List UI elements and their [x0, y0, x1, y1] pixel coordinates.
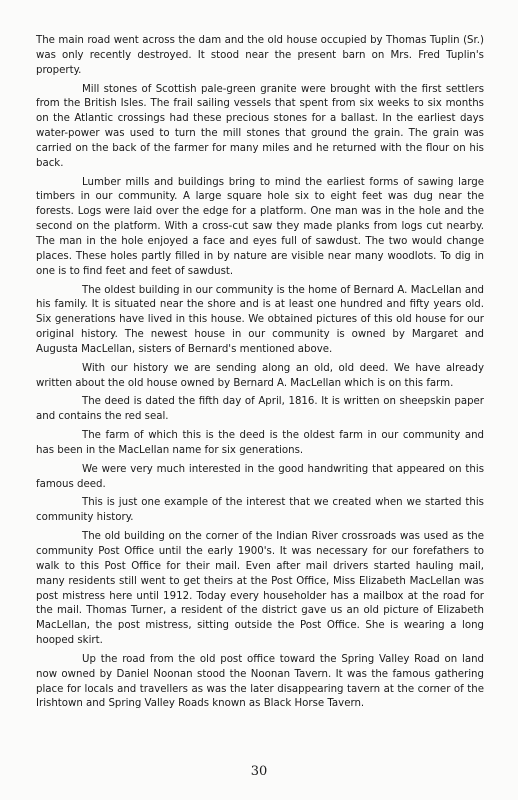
paragraph-oldest-farm: The farm of which this is the deed is the oldest farm in our community and has been in the MacLellan name for six generations.: [36, 430, 484, 456]
page-body-text: [36, 34, 484, 716]
paragraph-mill-stones: Mill stones of Scottish pale-green granite were brought with the first settlers from the British Isles. The frail sailing vessels that spent from six weeks to six months on the Atlantic crossings had these precious stones for a ballast. In the earliest days water-power was used to turn the mill stones that ground the grain. The grain was carried on the back of the farmer for many miles and he returned with the flour on his back.: [36, 83, 484, 169]
paragraph-handwriting: We were very much interested in the good handwriting that appeared on this famous deed.: [36, 463, 484, 490]
paragraph-lumber-mills: Lumber mills and buildings bring to mind the earliest forms of sawing large timbers in our community. A large square hole six to eight feet was dug near the forests. Logs were laid over the edge for a platform. One man was in the hole and the second on the platform. With a cross-cut saw they made planks from logs cut nearby. The man in the hole enjoyed a face and eyes full of sawdust. The two would change places. These holes partly filled in by nature are visible near many woodlots. To dig in one is to find feet and feet of sawdust.: [36, 176, 484, 277]
paragraph-deed-date: The deed is dated the fifth day of April, 1816. It is written on sheepskin paper and contains the red seal.: [36, 396, 484, 423]
paragraph-interest: This is just one example of the interest that we created when we started this community history.: [36, 497, 484, 524]
page-number: 30: [250, 764, 268, 779]
paragraph-post-office: The old building on the corner of the Indian River crossroads was used as the community Post Office until the early 1900's. It was necessary for our forefathers to walk to this Post Office for their mail. Even after mail drivers started hauling mail, many residents still went to get theirs at the Post Office, Miss Elizabeth MacLellan was post mistress here until 1912. Today every householder has a mailbox at the road for the mail. Thomas Turner, a resident of the district gave us an old picture of Elizabeth MacLellan, the post mistress, sitting outside the Post Office. She is wearing a long hooped skirt.: [36, 531, 484, 647]
paragraph-main-road: The main road went across the dam and the old house occupied by Thomas Tuplin (Sr.) was only recently destroyed. It stood near the present barn on Mrs. Fred Tuplin's property.: [36, 35, 484, 76]
paragraph-old-deed: With our history we are sending along an old, old deed. We have already written about the old house owned by Bernard A. MacLellan which is on this farm.: [36, 362, 484, 389]
paragraph-noonan-tavern: Up the road from the old post office toward the Spring Valley Road on land now owned by Daniel Noonan stood the Noonan Tavern. It was the famous gathering place for locals and travellers as was the later disappearing tavern at the corner of the Irishtown and Spring Valley Roads known as Black Horse Tavern.: [36, 653, 484, 710]
paragraph-oldest-building: The oldest building in our community is the home of Bernard A. MacLellan and his family. It is situated near the shore and is at least one hundred and fifty years old. Six generations have lived in this house. We obtained pictures of this old house for our original history. The newest house in our community is owned by Margaret and Augusta MacLellan, sisters of Bernard's mentioned above.: [36, 284, 484, 355]
